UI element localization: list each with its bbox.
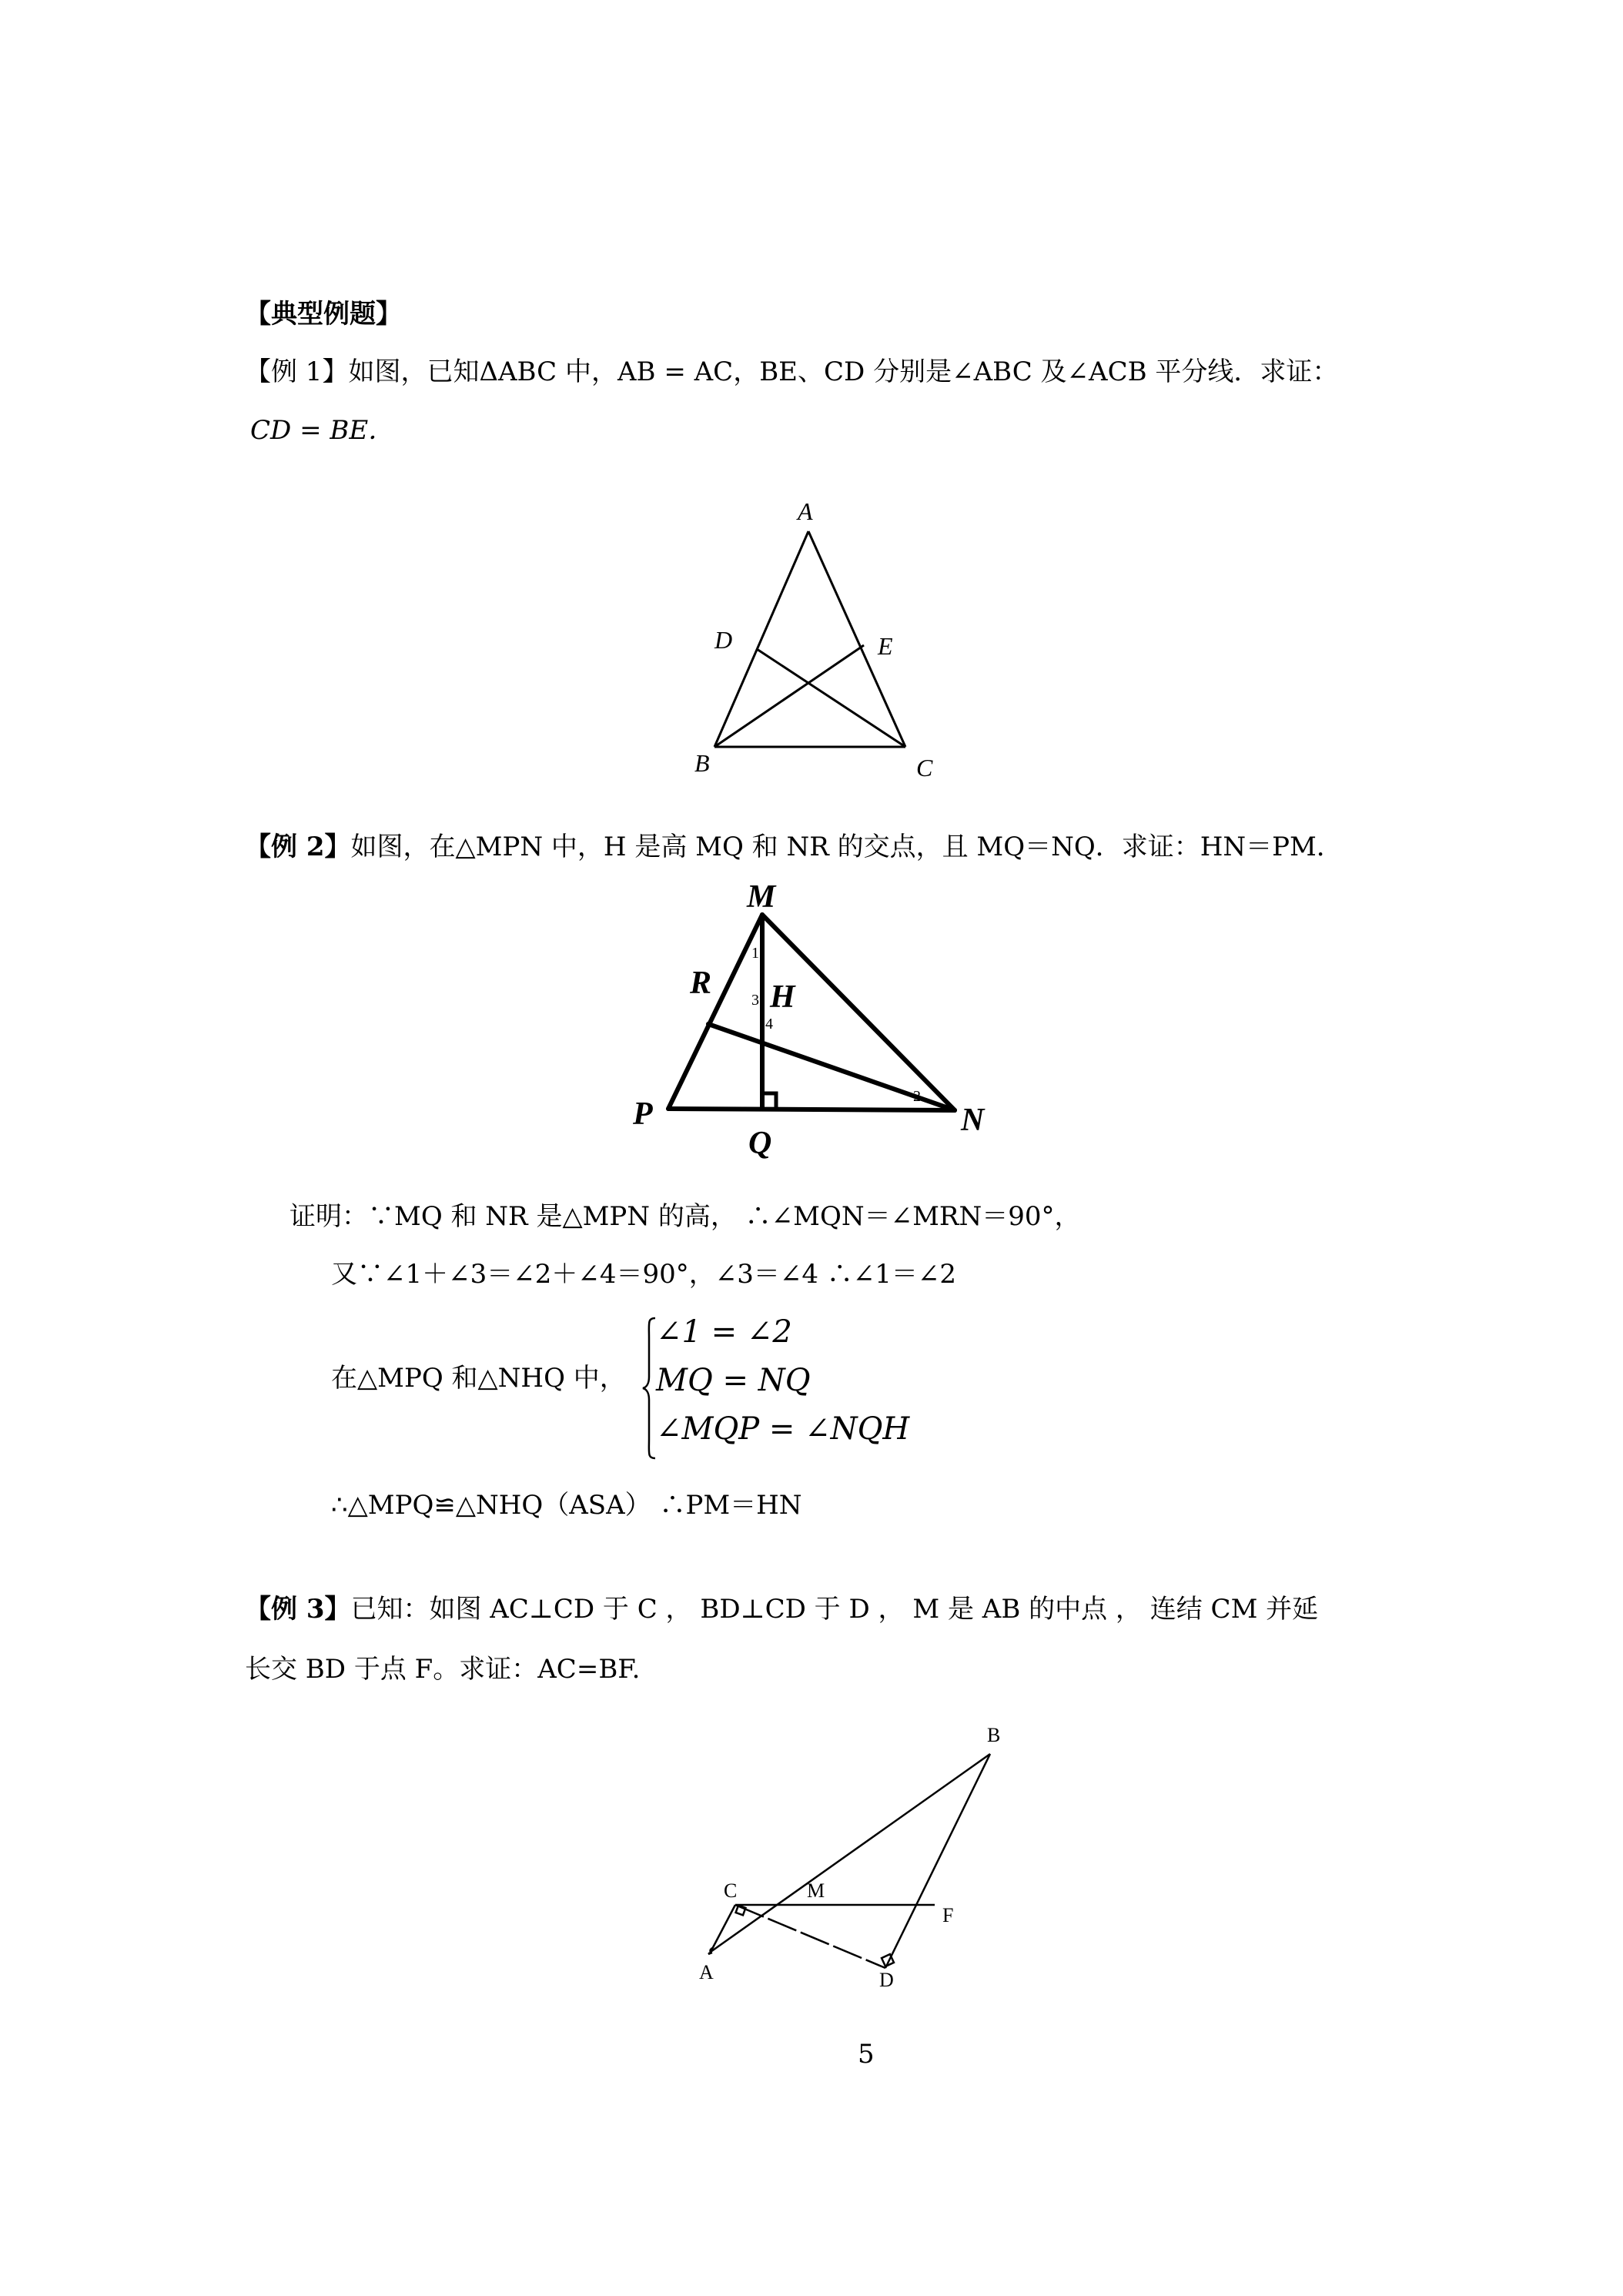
angle-2-label: 2 xyxy=(913,1088,921,1105)
figure-quadrilateral-acbd xyxy=(631,1709,1016,1986)
proof-line-4: ∴△MPQ≌△NHQ（ASA） ∴PM＝HN xyxy=(331,1490,802,1521)
label-q: Q xyxy=(748,1126,772,1161)
figure-triangle-mpn xyxy=(616,878,1016,1170)
example-3-line-2: 长交 BD 于点 F。求证：AC=BF. xyxy=(245,1654,641,1685)
example-1-line-1: 【例 1】如图，已知ΔABC 中，AB = AC，BE、CD 分别是∠ABC 及∠ACB 平分线．求证： xyxy=(245,356,1339,387)
angle-1-label: 1 xyxy=(751,945,759,962)
label-r: R xyxy=(690,966,712,1001)
label-e: E xyxy=(878,632,893,660)
angle-4-label: 4 xyxy=(765,1016,773,1033)
label-d: D xyxy=(714,626,733,654)
example-3-text: 已知：如图 AC⊥CD 于 C ， BD⊥CD 于 D ， M 是 AB 的中点 ， 连结 CM 并延 xyxy=(350,1594,1319,1625)
label-b: B xyxy=(694,749,710,777)
label-m-fig3: M xyxy=(807,1879,825,1902)
section-heading: 【典型例题】 xyxy=(245,299,402,330)
figure-triangle-abc xyxy=(662,493,955,785)
label-a: A xyxy=(798,497,813,525)
system-equation-2: MQ = NQ xyxy=(656,1363,811,1398)
example-2-statement xyxy=(245,832,1343,862)
label-c: C xyxy=(916,754,933,782)
angle-3-label: 3 xyxy=(751,992,759,1009)
label-m: M xyxy=(747,879,776,915)
proof-line-2: 又∵∠1＋∠3＝∠2＋∠4＝90°，∠3＝∠4 ∴∠1＝∠2 xyxy=(331,1259,957,1290)
label-a-fig3: A xyxy=(699,1961,714,1983)
label-n: N xyxy=(961,1103,985,1138)
label-f-fig3: F xyxy=(942,1904,954,1926)
label-d-fig3: D xyxy=(879,1969,894,1986)
example-1-line-2: CD = BE． xyxy=(250,415,395,446)
example-3-line-1 xyxy=(245,1594,1318,1625)
proof-line-3-prefix: 在△MPQ 和△NHQ 中， xyxy=(331,1363,626,1394)
label-h: H xyxy=(770,979,795,1015)
label-p: P xyxy=(633,1096,653,1132)
system-brace xyxy=(641,1315,657,1461)
page-number: 5 xyxy=(858,2039,875,2070)
example-3-tag: 【例 3】 xyxy=(245,1594,351,1625)
example-2-text: 如图，在△MPN 中，H 是高 MQ 和 NR 的交点，且 MQ＝NQ．求证：HN＝PM． xyxy=(350,832,1343,862)
label-c-fig3: C xyxy=(724,1879,738,1902)
proof-line-1: 证明：∵MQ 和 NR 是△MPN 的高， ∴∠MQN＝∠MRN＝90°， xyxy=(289,1201,1081,1232)
system-equation-3: ∠MQP = ∠NQH xyxy=(656,1411,910,1447)
system-equation-1: ∠1 = ∠2 xyxy=(656,1314,792,1350)
example-2-tag: 【例 2】 xyxy=(245,832,351,862)
label-b-fig3: B xyxy=(987,1724,1001,1746)
